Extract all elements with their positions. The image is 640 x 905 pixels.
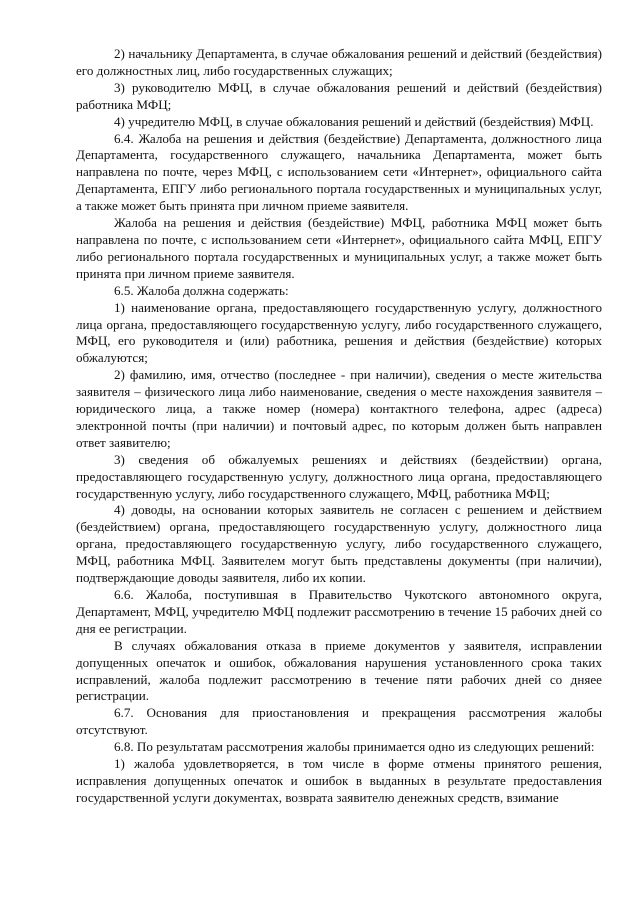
paragraph: 1) наименование органа, предоставляющего государственную услугу, должностного лица органа, предоставляющего государственную услугу, либо государственного служащего, МФЦ, его руководителя и (или) работника, решения и действия (бездействие) которых обжалуются; <box>76 299 602 366</box>
paragraph: В случаях обжалования отказа в приеме документов у заявителя, исправлении допущенных опечаток и ошибок, обжалования нарушения установленного срока таких исправлений, жалоба подлежит рассмотрению в течение пяти рабочих дней со дняее регистрации. <box>76 637 602 704</box>
paragraph: 1) жалоба удовлетворяется, в том числе в форме отмены принятого решения, исправления допущенных опечаток и ошибок в выданных в результате предоставления государственной услуги документах, возврата заявителю денежных средств, взимание <box>76 756 602 805</box>
paragraph: 6.4. Жалоба на решения и действия (бездействие) Департамента, должностного лица Департамента, государственного служащего, начальника Департамента, может быть направлена по почте, через МФЦ, с использованием сети «Интернет», официального сайта Департамента, ЕПГУ либо регионального портала государственных и муниципальных услуг, а также может быть принята при личном приеме заявителя. <box>76 130 602 214</box>
paragraph: 6.7. Основания для приостановления и прекращения рассмотрения жалобы отсутствуют. <box>76 705 602 738</box>
paragraph: 4) учредителю МФЦ, в случае обжалования решений и действий (бездействия) МФЦ. <box>114 113 594 129</box>
paragraph: 6.5. Жалоба должна содержать: <box>114 282 289 298</box>
document-page <box>76 46 602 807</box>
paragraph: 4) доводы, на основании которых заявитель не согласен с решением и действием (бездействием) органа, предоставляющего государственную услугу, должностного лица органа, предоставляющего государственную услугу, либо государственного служащего, МФЦ, работника МФЦ. Заявителем могут быть представлены документы (при наличии), подтверждающие доводы заявителя, либо их копии. <box>76 502 602 586</box>
paragraph: 3) руководителю МФЦ, в случае обжалования решений и действий (бездействия) работника МФЦ; <box>76 79 602 112</box>
paragraph: 2) фамилию, имя, отчество (последнее - при наличии), сведения о месте жительства заявителя – физического лица либо наименование, сведения о месте нахождения заявителя – юридического лица, а также номер (номера) контактного телефона, адрес (адреса) электронной почты (при наличии) и почтовый адрес, по которым должен быть направлен ответ заявителю; <box>76 367 602 450</box>
paragraph: 6.6. Жалоба, поступившая в Правительство Чукотского автономного округа, Департамент, МФЦ, учредителю МФЦ подлежит рассмотрению в течение 15 рабочих дней со дня ее регистрации. <box>76 587 602 636</box>
paragraph: Жалоба на решения и действия (бездействие) МФЦ, работника МФЦ может быть направлена по почте, с использованием сети «Интернет», официального сайта МФЦ, ЕПГУ либо регионального портала государственных и муниципальных услуг, а также может быть принята при личном приеме заявителя. <box>76 215 602 281</box>
paragraph: 6.8. По результатам рассмотрения жалобы принимается одно из следующих решений: <box>114 739 595 755</box>
paragraph: 3) сведения об обжалуемых решениях и действиях (бездействии) органа, предоставляющего государственную услугу, должностного лица органа, предоставляющего государственную услугу, либо государственного служащего, МФЦ, работника МФЦ; <box>76 451 602 501</box>
paragraph: 2) начальнику Департамента, в случае обжалования решений и действий (бездействия) его должностных лиц, либо государственных служащих; <box>76 46 602 78</box>
